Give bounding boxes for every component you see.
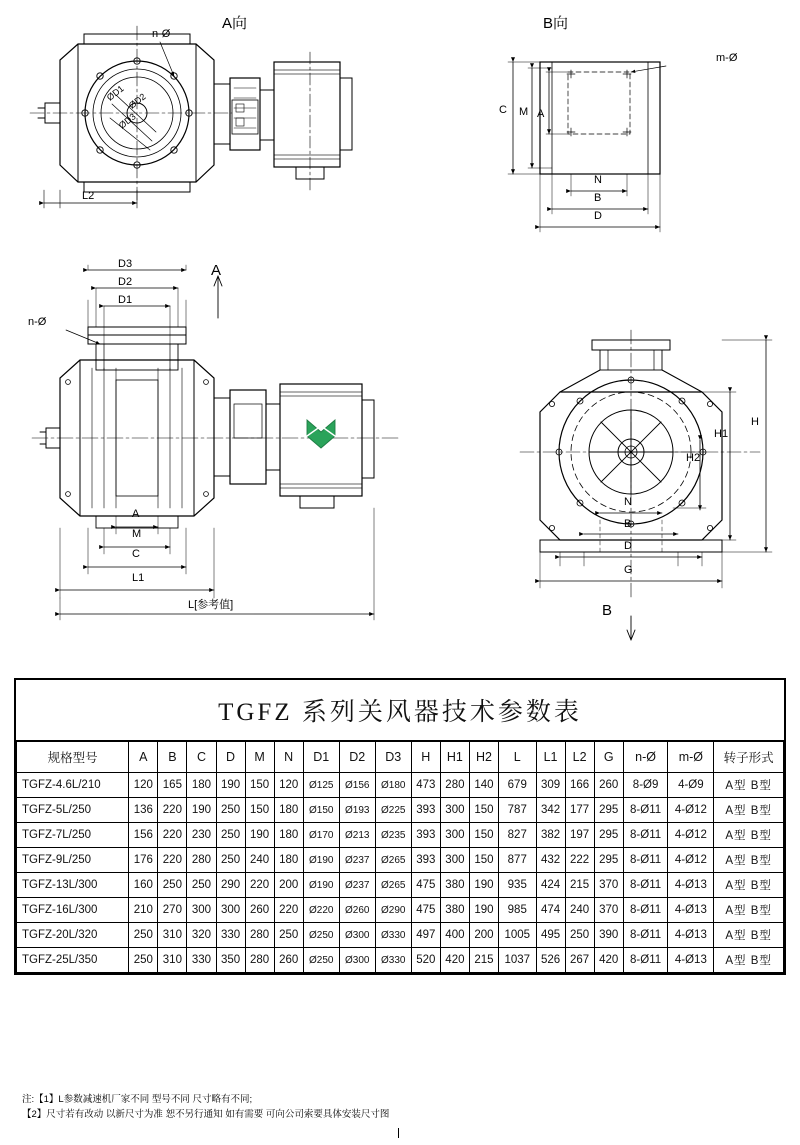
dim-a-bview: A (537, 108, 545, 120)
cell-value: Ø125 (303, 773, 339, 798)
cell-value: 295 (594, 823, 623, 848)
cell-value: 220 (158, 848, 187, 873)
cell-value: Ø225 (375, 798, 411, 823)
cell-value: 4-Ø13 (668, 873, 714, 898)
cell-value: Ø250 (303, 948, 339, 973)
cell-value: 210 (129, 898, 158, 923)
header-h2: H2 (469, 742, 498, 773)
cell-value: 380 (440, 873, 469, 898)
cell-value: 300 (440, 798, 469, 823)
header-m-hole: m-Ø (668, 742, 714, 773)
cell-value: Ø237 (339, 873, 375, 898)
cell-value: 393 (411, 848, 440, 873)
cell-value: 260 (594, 773, 623, 798)
cell-value: 280 (187, 848, 216, 873)
cell-value: 473 (411, 773, 440, 798)
cell-value: 370 (594, 873, 623, 898)
cell-value: 380 (440, 898, 469, 923)
cell-value: 350 (216, 948, 245, 973)
dim-diameter-d3: ØD3 (116, 111, 138, 131)
cell-value: 8-Ø11 (623, 873, 668, 898)
cell-value: 400 (440, 923, 469, 948)
cell-value: 240 (565, 898, 594, 923)
cell-value: 330 (187, 948, 216, 973)
cell-value: 497 (411, 923, 440, 948)
cell-value: 220 (274, 898, 303, 923)
cell-value: 382 (536, 823, 565, 848)
cell-value: 679 (499, 773, 536, 798)
cell-value: 250 (216, 823, 245, 848)
header-d1: D1 (303, 742, 339, 773)
cell-value: Ø300 (339, 948, 375, 973)
cell-value: 222 (565, 848, 594, 873)
cell-value: 190 (469, 873, 498, 898)
cell-value: 150 (469, 823, 498, 848)
cell-value: 136 (129, 798, 158, 823)
spec-table-container (14, 678, 786, 975)
dim-h1: H1 (714, 428, 729, 440)
cell-value: 495 (536, 923, 565, 948)
cell-value: 4-Ø9 (668, 773, 714, 798)
cell-value: Ø300 (339, 923, 375, 948)
table-row (17, 898, 784, 923)
cell-value: 393 (411, 823, 440, 848)
cell-rotor-type: A型 B型 (714, 798, 784, 823)
cell-model: TGFZ-20L/320 (17, 923, 129, 948)
cell-value: 215 (565, 873, 594, 898)
note-line-1: 注:【1】L参数减速机厂家不同 型号不同 尺寸略有不同; (22, 1094, 253, 1105)
dim-h: H (751, 416, 759, 428)
cell-rotor-type: A型 B型 (714, 823, 784, 848)
cell-value: 156 (129, 823, 158, 848)
dim-l2: L2 (82, 190, 95, 202)
cell-model: TGFZ-9L/250 (17, 848, 129, 873)
cell-value: 424 (536, 873, 565, 898)
cell-model: TGFZ-5L/250 (17, 798, 129, 823)
header-a: A (129, 742, 158, 773)
cell-value: 330 (216, 923, 245, 948)
cell-value: 120 (129, 773, 158, 798)
cell-value: 309 (536, 773, 565, 798)
cell-value: 250 (216, 798, 245, 823)
cell-value: 150 (469, 848, 498, 873)
cell-value: 4-Ø13 (668, 898, 714, 923)
header-d2: D2 (339, 742, 375, 773)
cell-value: 4-Ø13 (668, 923, 714, 948)
cell-value: 220 (158, 798, 187, 823)
cell-value: 220 (245, 873, 274, 898)
section-arrow-a: A (211, 262, 222, 279)
cell-value: 190 (216, 773, 245, 798)
cell-value: 295 (594, 848, 623, 873)
cell-value: 4-Ø13 (668, 948, 714, 973)
cell-value: 150 (245, 773, 274, 798)
dim-b-bview: B (594, 192, 602, 204)
cell-value: 220 (158, 823, 187, 848)
cell-value: 190 (469, 898, 498, 923)
cell-value: 270 (158, 898, 187, 923)
cell-value: Ø235 (375, 823, 411, 848)
dim-n-bview: N (594, 174, 602, 186)
cell-value: 180 (274, 798, 303, 823)
header-n-hole: n-Ø (623, 742, 668, 773)
cell-value: Ø150 (303, 798, 339, 823)
cell-value: 240 (245, 848, 274, 873)
cell-value: 8-Ø11 (623, 823, 668, 848)
dim-m-bview: M (519, 106, 529, 118)
cell-value: 4-Ø12 (668, 823, 714, 848)
cell-value: 250 (129, 948, 158, 973)
cell-value: 342 (536, 798, 565, 823)
cell-value: 180 (187, 773, 216, 798)
cell-value: 160 (129, 873, 158, 898)
table-row (17, 923, 784, 948)
cell-value: Ø190 (303, 848, 339, 873)
cell-value: 300 (440, 848, 469, 873)
cell-value: 787 (499, 798, 536, 823)
dim-n-hole-front: n-Ø (28, 316, 47, 328)
header-d3: D3 (375, 742, 411, 773)
cell-value: 300 (187, 898, 216, 923)
dim-g: G (624, 564, 633, 576)
section-arrow-b: B (602, 602, 613, 619)
cell-value: 230 (187, 823, 216, 848)
cell-value: 390 (594, 923, 623, 948)
cell-value: Ø265 (375, 848, 411, 873)
cell-value: 177 (565, 798, 594, 823)
cell-value: Ø250 (303, 923, 339, 948)
cell-value: 190 (245, 823, 274, 848)
table-row (17, 948, 784, 973)
cell-value: 520 (411, 948, 440, 973)
cell-value: 432 (536, 848, 565, 873)
cell-value: 526 (536, 948, 565, 973)
cell-rotor-type: A型 B型 (714, 923, 784, 948)
dim-b-endview: B (624, 518, 632, 530)
dim-c-front: C (132, 548, 140, 560)
cell-value: 4-Ø12 (668, 848, 714, 873)
cell-value: Ø265 (375, 873, 411, 898)
header-b: B (158, 742, 187, 773)
cell-value: 935 (499, 873, 536, 898)
header-d: D (216, 742, 245, 773)
dim-d1: D1 (118, 294, 133, 306)
cell-value: 165 (158, 773, 187, 798)
cell-value: 140 (469, 773, 498, 798)
cell-value: Ø290 (375, 898, 411, 923)
cell-value: 877 (499, 848, 536, 873)
cell-value: 250 (274, 923, 303, 948)
cell-value: Ø190 (303, 873, 339, 898)
cell-value: Ø213 (339, 823, 375, 848)
cell-model: TGFZ-4.6L/210 (17, 773, 129, 798)
header-l1: L1 (536, 742, 565, 773)
header-g: G (594, 742, 623, 773)
cell-value: 827 (499, 823, 536, 848)
dim-d-bview: D (594, 210, 602, 222)
dim-d2: D2 (118, 276, 133, 288)
header-model: 规格型号 (17, 742, 129, 773)
dim-diameter-d2: ØD2 (126, 91, 148, 111)
cell-rotor-type: A型 B型 (714, 873, 784, 898)
cell-value: 267 (565, 948, 594, 973)
dim-m-front: M (132, 528, 142, 540)
table-row (17, 798, 784, 823)
cell-value: 8-Ø11 (623, 923, 668, 948)
cell-value: Ø260 (339, 898, 375, 923)
cell-value: 320 (187, 923, 216, 948)
cell-value: 260 (274, 948, 303, 973)
cell-value: 4-Ø12 (668, 798, 714, 823)
cell-value: 474 (536, 898, 565, 923)
cell-value: 250 (187, 873, 216, 898)
cell-value: 420 (594, 948, 623, 973)
cell-value: 420 (440, 948, 469, 973)
cell-value: 290 (216, 873, 245, 898)
header-n: N (274, 742, 303, 773)
cell-value: 370 (594, 898, 623, 923)
cell-value: 190 (187, 798, 216, 823)
cell-value: 180 (274, 848, 303, 873)
notes-block (22, 1092, 389, 1122)
cell-value: 150 (245, 798, 274, 823)
cell-value: Ø156 (339, 773, 375, 798)
cell-rotor-type: A型 B型 (714, 898, 784, 923)
table-row (17, 848, 784, 873)
cell-value: 250 (158, 873, 187, 898)
view-label-a: A向 (222, 15, 248, 32)
cell-value: 200 (274, 873, 303, 898)
cell-rotor-type: A型 B型 (714, 773, 784, 798)
dim-n-hole-top: n-Ø (152, 28, 171, 40)
view-label-b: B向 (543, 15, 569, 32)
cell-value: Ø220 (303, 898, 339, 923)
dim-n-endview: N (624, 496, 632, 508)
cell-value: 1005 (499, 923, 536, 948)
header-h: H (411, 742, 440, 773)
table-header-row (17, 742, 784, 773)
note-line-2: 【2】尺寸若有改动 以新尺寸为准 恕不另行通知 如有需要 可向公司索要具体安装尺寸图 (22, 1109, 390, 1120)
dim-d3: D3 (118, 258, 133, 270)
header-rotor-type: 转子形式 (714, 742, 784, 773)
cell-value: 8-Ø9 (623, 773, 668, 798)
cell-value: 8-Ø11 (623, 848, 668, 873)
cell-value: Ø330 (375, 948, 411, 973)
cell-value: 250 (565, 923, 594, 948)
spec-table-title: TGFZ 系列关风器技术参数表 (16, 680, 784, 741)
page-center-tick (398, 1128, 399, 1138)
table-row (17, 873, 784, 898)
cell-value: 120 (274, 773, 303, 798)
dim-d-endview: D (624, 540, 632, 552)
cell-value: 295 (594, 798, 623, 823)
cell-value: 260 (245, 898, 274, 923)
cell-value: 150 (469, 798, 498, 823)
cell-model: TGFZ-25L/350 (17, 948, 129, 973)
dim-diameter-d1: ØD1 (104, 83, 126, 103)
cell-value: 8-Ø11 (623, 898, 668, 923)
cell-value: 8-Ø11 (623, 798, 668, 823)
cell-model: TGFZ-13L/300 (17, 873, 129, 898)
cell-value: 300 (216, 898, 245, 923)
dim-m-hole: m-Ø (716, 52, 738, 64)
cell-value: 300 (440, 823, 469, 848)
cell-value: Ø237 (339, 848, 375, 873)
cell-value: 393 (411, 798, 440, 823)
cell-value: 475 (411, 873, 440, 898)
cell-rotor-type: A型 B型 (714, 848, 784, 873)
cell-value: 176 (129, 848, 158, 873)
dim-l-ref: L[参考值] (188, 599, 234, 611)
cell-value: 280 (245, 948, 274, 973)
spec-table (16, 741, 784, 973)
cell-value: 250 (216, 848, 245, 873)
cell-rotor-type: A型 B型 (714, 948, 784, 973)
header-c: C (187, 742, 216, 773)
cell-value: 8-Ø11 (623, 948, 668, 973)
dim-a-front: A (132, 508, 140, 520)
cell-value: 197 (565, 823, 594, 848)
cell-value: 250 (129, 923, 158, 948)
table-row (17, 823, 784, 848)
cell-value: 1037 (499, 948, 536, 973)
cell-value: 280 (440, 773, 469, 798)
table-row (17, 773, 784, 798)
cell-value: 200 (469, 923, 498, 948)
table-body (17, 773, 784, 973)
cell-model: TGFZ-16L/300 (17, 898, 129, 923)
cell-value: Ø193 (339, 798, 375, 823)
cell-value: 215 (469, 948, 498, 973)
dim-l1: L1 (132, 572, 145, 584)
header-m: M (245, 742, 274, 773)
cell-value: 166 (565, 773, 594, 798)
cell-value: Ø170 (303, 823, 339, 848)
cell-value: 475 (411, 898, 440, 923)
cell-value: 280 (245, 923, 274, 948)
cell-value: Ø330 (375, 923, 411, 948)
cell-model: TGFZ-7L/250 (17, 823, 129, 848)
cell-value: Ø180 (375, 773, 411, 798)
cell-value: 180 (274, 823, 303, 848)
cell-value: 310 (158, 948, 187, 973)
dim-h2: H2 (686, 452, 701, 464)
header-l2: L2 (565, 742, 594, 773)
header-l: L (499, 742, 536, 773)
header-h1: H1 (440, 742, 469, 773)
dim-c-bview: C (499, 104, 507, 116)
cell-value: 310 (158, 923, 187, 948)
cell-value: 985 (499, 898, 536, 923)
